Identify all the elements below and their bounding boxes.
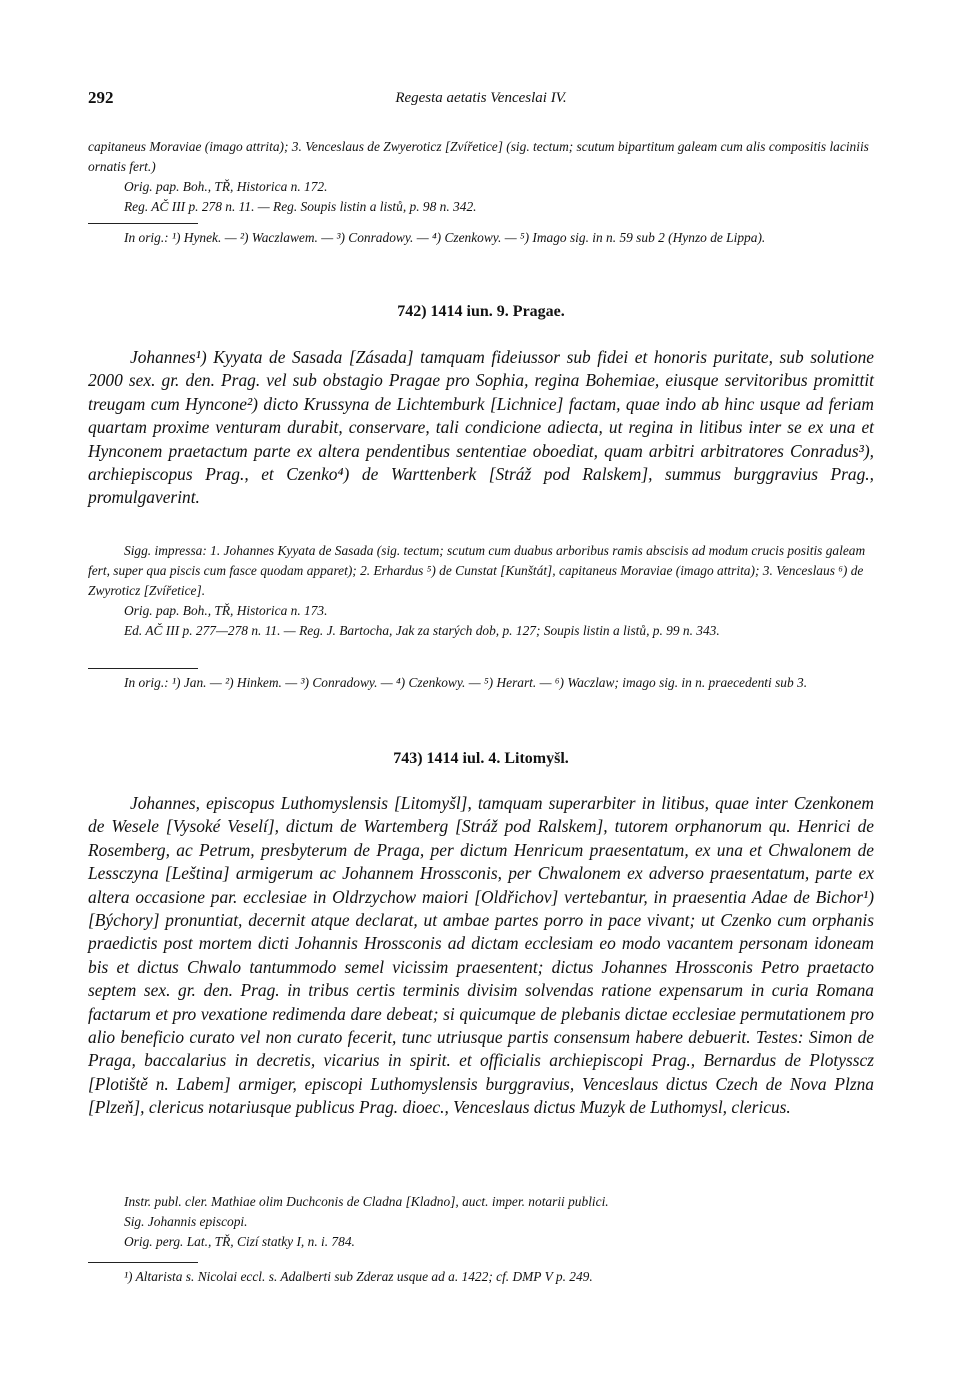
divider-rule	[88, 223, 198, 224]
original-note-742: Orig. pap. Boh., TŘ, Historica n. 173.	[124, 603, 328, 618]
document-heading-743: 743) 1414 iul. 4. Litomyšl.	[393, 750, 569, 767]
running-title: Regesta aetatis Venceslai IV.	[395, 90, 567, 106]
document-notes-742	[88, 541, 874, 641]
edition-note-742: Ed. AČ III p. 277—278 n. 11. — Reg. J. Bartocha, Jak za starých dob, p. 127; Soupis listin a listů, p. 99 n. 343.	[124, 623, 720, 638]
footnote-rule	[88, 1262, 198, 1263]
document-heading-742: 742) 1414 iun. 9. Pragae.	[397, 303, 565, 320]
footnote-1: ¹) Altarista s. Nicolai eccl. s. Adalberti sub Zderaz usque ad a. 1422; cf. DMP V p. 249.	[124, 1269, 593, 1284]
regest-reference: Reg. AČ III p. 278 n. 11. — Reg. Soupis listin a listů, p. 98 n. 342.	[124, 199, 477, 214]
seal-description: capitaneus Moraviae (imago attrita); 3. Venceslaus de Zwyeroticz [Zvířetice] (sig. tectum; scutum bipartitum galeam cum alis compositis laciniis ornatis fert.)	[88, 139, 869, 174]
original-reference: Orig. pap. Boh., TŘ, Historica n. 172.	[124, 179, 328, 194]
in-orig-text-742: In orig.: ¹) Jan. — ²) Hinkem. — ³) Conradowy. — ⁴) Czenkowy. — ⁵) Herart. — ⁶) Waczlaw; imago sig. in n. praecedenti sub 3.	[124, 675, 808, 690]
page-header	[88, 88, 874, 112]
document-text-742	[88, 346, 874, 510]
regest-text-742: Johannes¹) Kyyata de Sasada [Zásada] tamquam fideiussor sub fidei et honoris puritate, sub solutione 2000 sex. gr. den. Prag. vel sub obstagio Pragae pro Sophia, regina Bohemiae, eiusque servitoribus promittit treugam cum Hyncone²) dicto Krussyna de Lichtemburk [Lichnice] factam, quae indo ab hinc usque ad feriam quartam proxime venturam durabit, conservare, tali condicione adiecta, ut regina in litibus inter se ex una et Hynconem praetactum parte ex altera pendentibus sententiae oboediat, quam arbitri arbitratores Conradus³), archiepiscopus Prag., et Czenko⁴) de Warttenberk [Stráž pod Ralskem], summus burggravius Prag., promulgaverint.	[88, 347, 874, 508]
in-orig-notes-prev	[88, 228, 874, 248]
footnote-block	[88, 1267, 874, 1287]
in-orig-notes-742	[88, 673, 874, 693]
in-orig-text: In orig.: ¹) Hynek. — ²) Waczlawem. — ³) Conradowy. — ⁴) Czenkowy. — ⁵) Imago sig. in n. 59 sub 2 (Hynzo de Lippa).	[124, 230, 766, 245]
regest-text-743: Johannes, episcopus Luthomyslensis [Litomyšl], tamquam superarbiter in litibus, quae inter Czenkonem de Wesele [Vysoké Veselí], dictum de Wartemberg [Stráž pod Ralskem], tutorem orphanorum qu. Henrici de Rosemberg, ac Petrum, presbyterum de Praga, per dictum Henricum praesentatum, ex una et Chwalonem de Lessczyna [Leština] armigerum ac Johannem Hrossconis, per Chwalonem ex adverso praesentatum, parte ex altera occasione par. ecclesiae in Oldrzychow maiori [Oldřichov] vertebantur, in praesentia Adae de Bichor¹) [Býchory] pronuntiat, decernit atque declarat, ut ambae partes porro in pace vivant; ut Czenko cum orphanis praedictis post mortem dicti Johannis Hrossconis ad dictam ecclesiam eo modo vacantem personam idoneam bis et dictus Chwalo tantummodo semel vicissim praesentent; dictus Johannes Hrossconis Petro praetacto septem sex. gr. den. Prag. in tribus certis terminis divisim solvendas ratione expensarum in curia Romana factarum et pro vexatione redimenda dare debeat; si quicumque de plebanis dictae ecclesiae permutationem pro alio beneficio curato vel non curato fecerit, tunc utriusque partis consensum habere debuerit. Testes: Simon de Praga, baccalarius in decretis, vicarius in spirit. et officialis archiepiscopi Prag., Bernardus de Plotysscz [Plotiště n. Labem] armiger, episcopi Luthomyslensis burggravius, Venceslaus dictus Czech de Nova Plzna [Plzeň], clericus notariusque publicus Prag. dioec., Venceslaus dictus Muzyk de Luthomysl, clericus.	[88, 793, 874, 1118]
document-notes-743	[88, 1192, 874, 1252]
seals-note-742: Sigg. impressa: 1. Johannes Kyyata de Sasada (sig. tectum; scutum cum duabus arboribus ramis abscisis ad modum crucis positis galeam fert, super qua piscis cum fasce quodam apparet); 2. Erhardus ⁵) de Cunstat [Kunštát], capitaneus Moraviae (imago attrita); 3. Venceslaus ⁶) de Zwyroticz [Zvířetice].	[88, 543, 866, 598]
divider-rule-742	[88, 668, 198, 669]
page-number: 292	[88, 88, 114, 107]
seal-note-743: Sig. Johannis episcopi.	[124, 1214, 248, 1229]
previous-document-notes	[88, 137, 874, 217]
document-text-743	[88, 792, 874, 1120]
instrument-note-743: Instr. publ. cler. Mathiae olim Duchconis de Cladna [Kladno], auct. imper. notarii publici.	[124, 1194, 609, 1209]
original-note-743: Orig. perg. Lat., TŘ, Cizí statky I, n. i. 784.	[124, 1234, 355, 1249]
